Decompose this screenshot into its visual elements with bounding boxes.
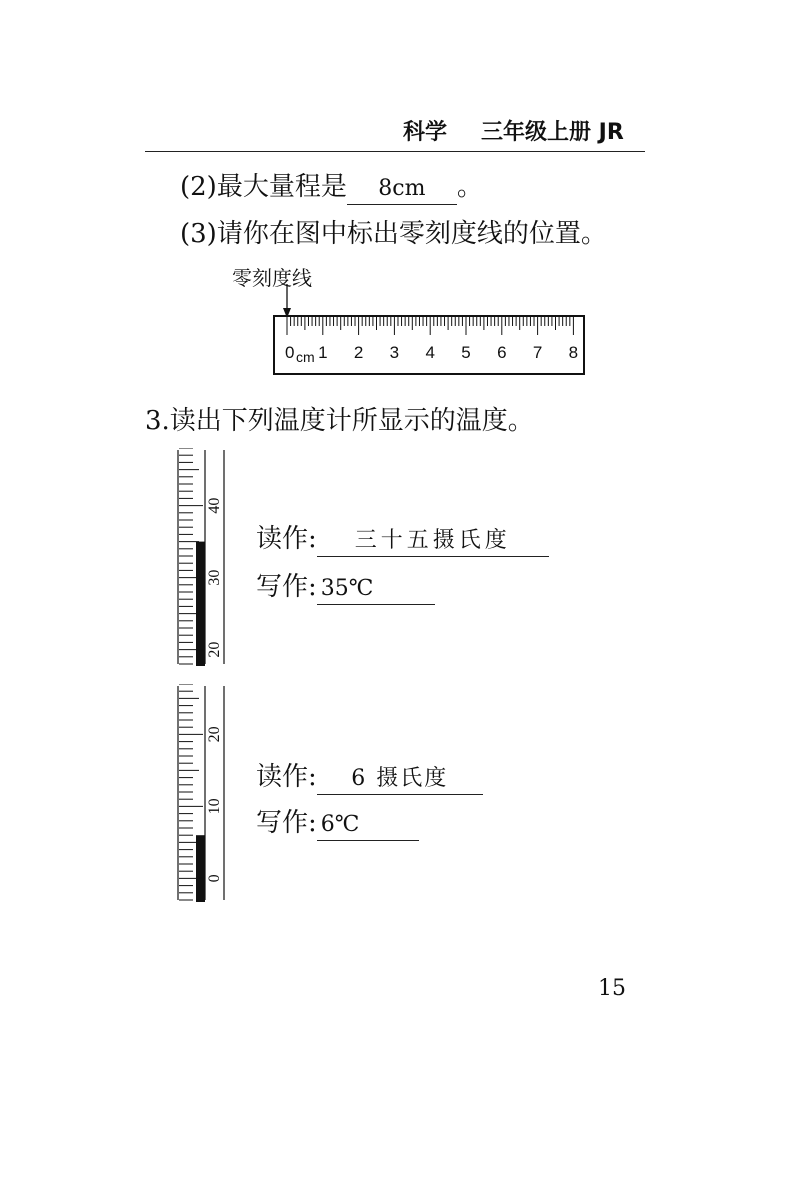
question-3: 3.读出下列温度计所显示的温度。 — [145, 406, 534, 436]
thermometer-2-write — [256, 802, 419, 841]
ruler-label-2: 2 — [353, 343, 364, 362]
thermometer-1-liquid — [196, 542, 205, 666]
ruler-label-6: 6 — [497, 343, 507, 362]
question-2-2 — [180, 166, 483, 205]
ruler-label-0: 0 — [285, 343, 295, 362]
ruler-label-3: 3 — [389, 343, 400, 362]
ruler-label-1: 1 — [318, 343, 328, 362]
header-grade: 三年级上册 JR — [481, 120, 624, 145]
header-subject: 科学 — [403, 120, 448, 145]
thermometer-2-liquid — [196, 835, 205, 902]
question-2-2-prefix: (2)最大量程是 — [180, 172, 347, 202]
ruler-label-5: 5 — [461, 343, 471, 362]
thermometer-label-20: 20 — [206, 641, 223, 658]
thermometer-1-labels — [206, 498, 223, 658]
question-2-3: (3)请你在图中标出零刻度线的位置。 — [180, 219, 607, 249]
thermometer-1-write-answer: 35℃ — [317, 574, 435, 605]
question-2-2-suffix: 。 — [456, 172, 483, 202]
thermometer-label-40: 40 — [206, 497, 223, 514]
thermometer-1-write — [256, 566, 435, 605]
answer-blank-max-range: 8cm — [347, 174, 457, 205]
ruler-label-4: 4 — [425, 343, 435, 362]
ruler-label-7: 7 — [532, 343, 543, 362]
thermometer-label-20: 20 — [206, 726, 223, 743]
thermometer-2-read-label: 读作: — [256, 762, 317, 792]
ruler-figure — [270, 282, 600, 382]
thermometer-label-10: 10 — [206, 798, 223, 815]
page-header — [145, 115, 645, 151]
thermometer-2-write-label: 写作: — [256, 808, 317, 838]
thermometer-2-write-answer: 6℃ — [317, 810, 419, 841]
thermometer-1-read — [256, 518, 549, 557]
thermometer-2 — [172, 684, 232, 904]
header-rule — [145, 151, 645, 152]
thermometer-2-labels — [206, 726, 223, 882]
thermometer-2-read-answer: 6 摄氏度 — [317, 764, 483, 795]
zero-line-label: 零刻度线 — [232, 266, 312, 290]
thermometer-1 — [172, 448, 232, 668]
thermometer-label-0: 0 — [206, 874, 223, 883]
thermometer-1-write-label: 写作: — [256, 572, 317, 602]
thermometer-1-read-label: 读作: — [256, 524, 317, 554]
ruler-unit-label: cm — [296, 349, 315, 365]
thermometer-label-30: 30 — [206, 569, 223, 586]
thermometer-2-read — [256, 756, 483, 795]
ruler-label-8: 8 — [568, 343, 579, 362]
thermometer-1-read-answer: 三十五摄氏度 — [317, 526, 549, 557]
page-number: 15 — [598, 976, 626, 1001]
